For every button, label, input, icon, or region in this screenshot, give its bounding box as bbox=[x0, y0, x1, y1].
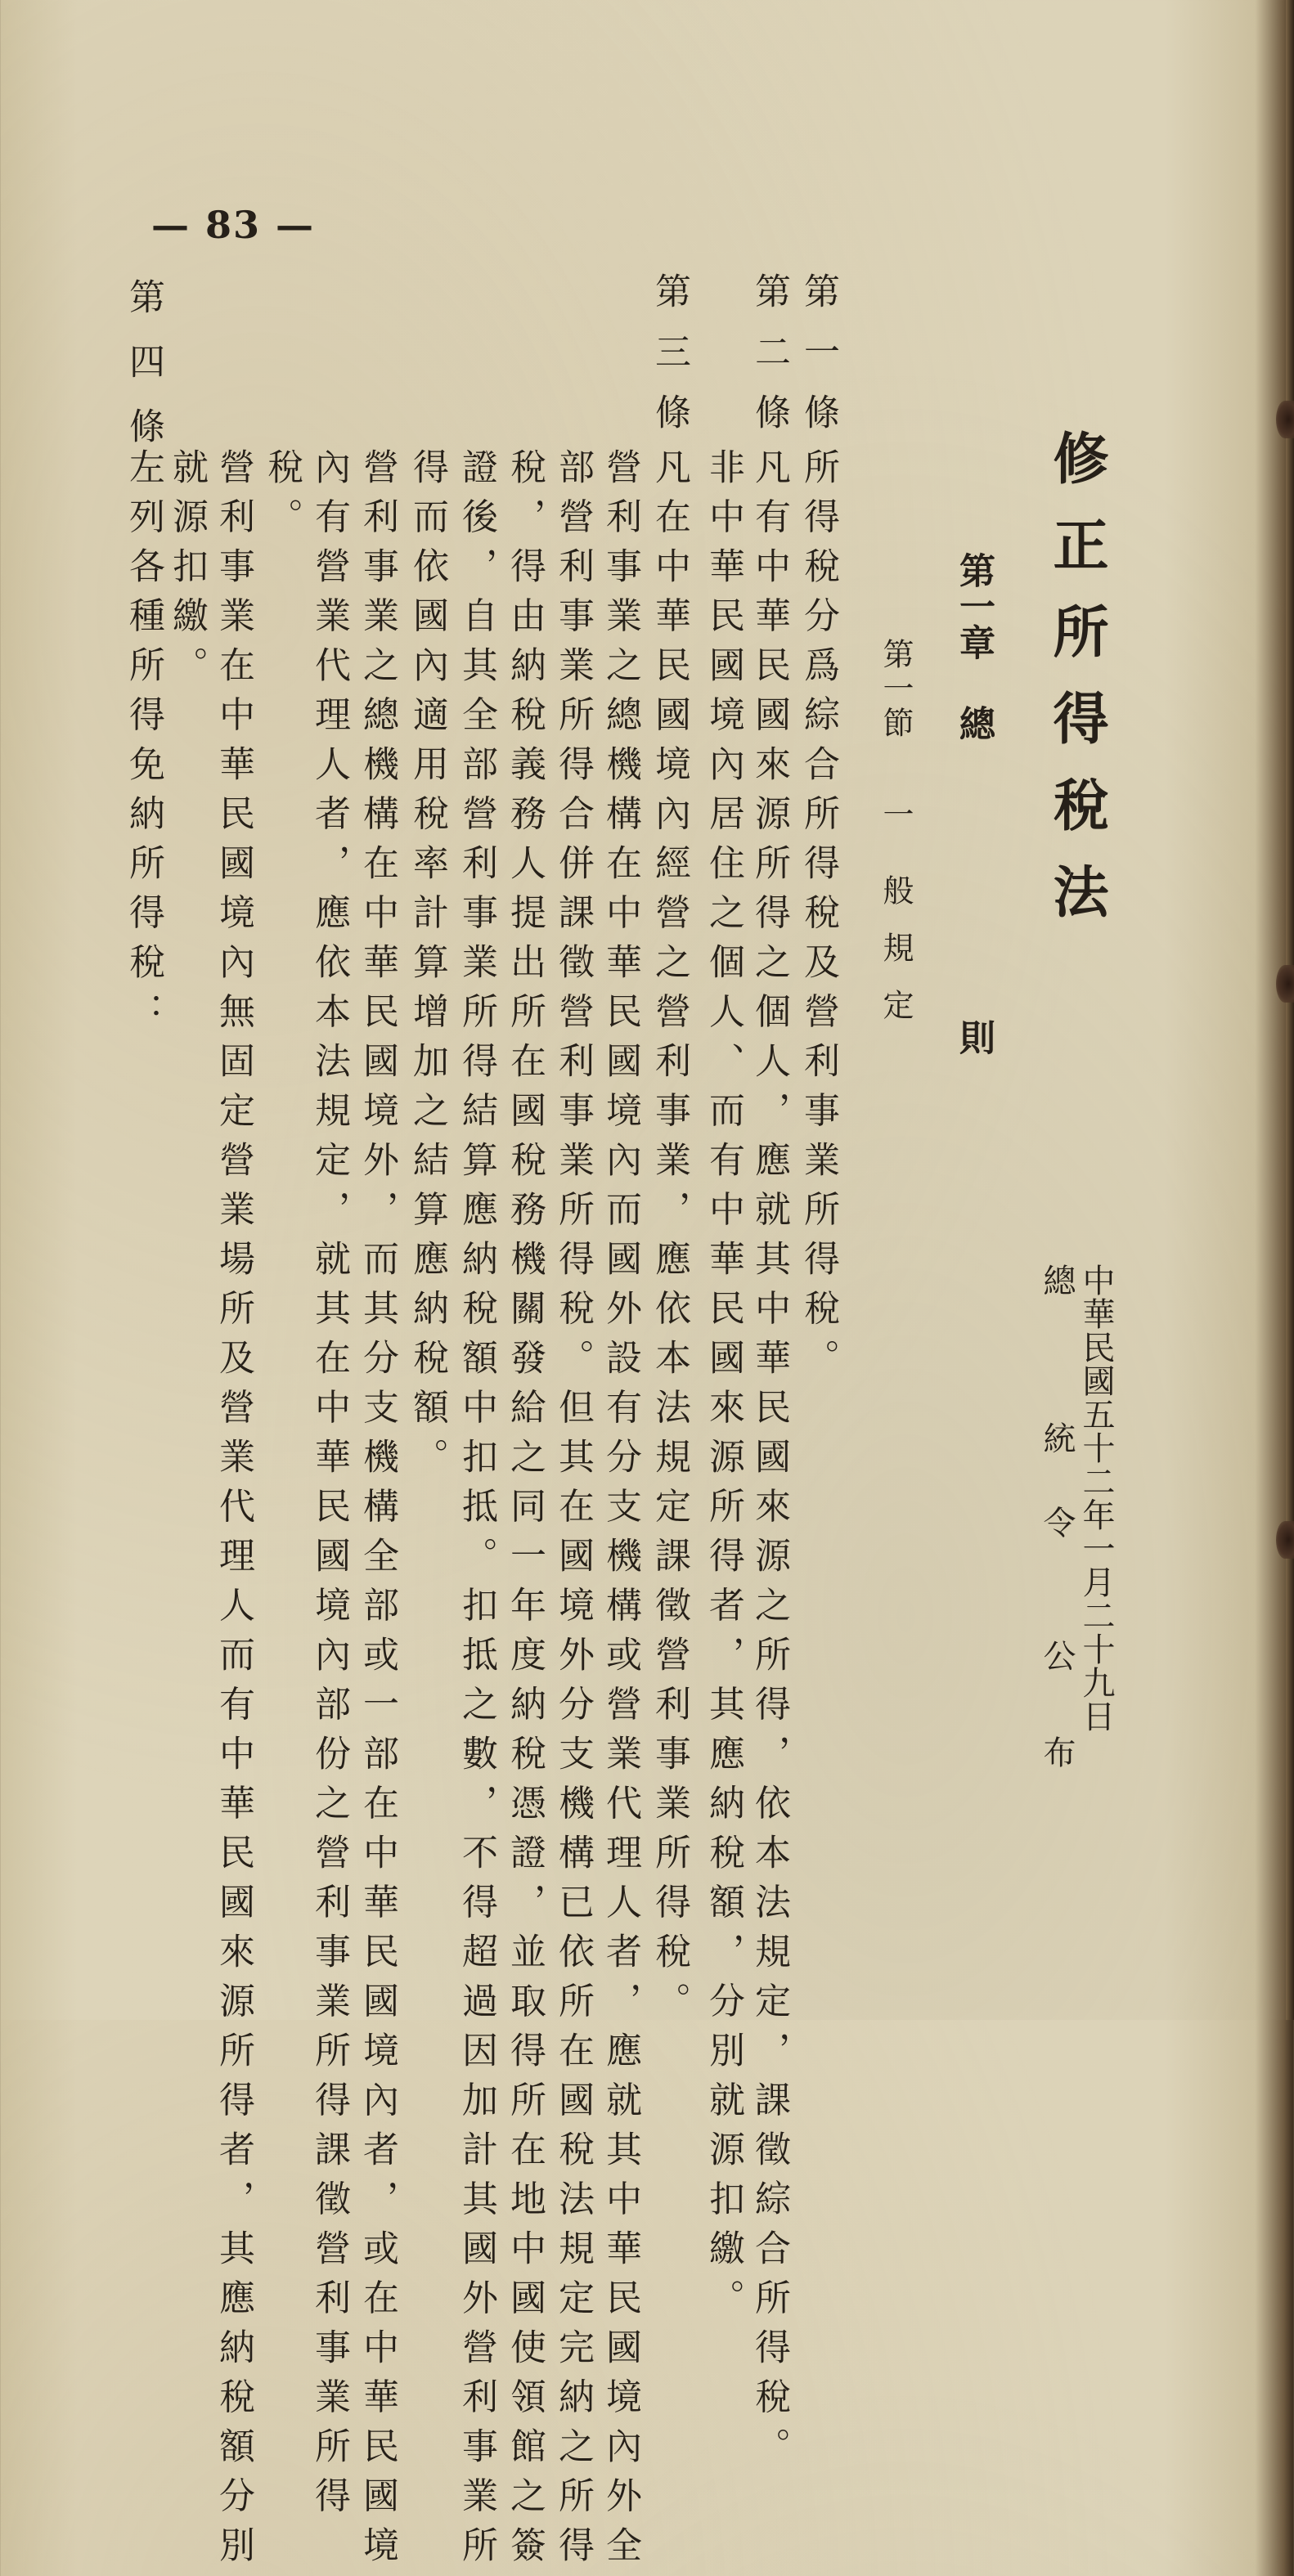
article-label: 第二條 bbox=[748, 272, 790, 429]
article-text-line: 內有營業代理人者，應依本法規定，就其在中華民國境內部份之營利事業所得課徵營利事業所得 bbox=[308, 448, 350, 2526]
chapter-number: 第一章 bbox=[953, 552, 995, 660]
binding-hole bbox=[1276, 965, 1294, 1003]
binding-hole bbox=[1276, 401, 1294, 438]
promulgation-authority: 總統令公布 bbox=[1038, 1263, 1076, 1770]
binding-hole bbox=[1276, 1521, 1294, 1559]
article-text-line: 所得稅分爲綜合所得稅及營利事業所得稅。 bbox=[798, 448, 839, 1389]
article-text-line: 凡有中華民國來源所得之個人，應就其中華民國來源之所得，依本法規定，課徵綜合所得稅。 bbox=[748, 448, 790, 2477]
article-text-line: 營利事業在中華民國境內無固定營業場所及營業代理人而有中華民國來源所得者，其應納稅額分別 bbox=[213, 448, 254, 2576]
article-text-line: 非中華民國境內居住之個人、而有中華民國來源所得者，其應納稅額，分別就源扣繳。 bbox=[703, 448, 744, 2328]
article-label: 第一條 bbox=[798, 272, 839, 429]
chapter-heading: 第一章總則 bbox=[953, 552, 995, 1055]
promulgation-date: 中華民國五十二年一月二十九日 bbox=[1077, 1263, 1115, 1733]
article-label: 第四條 bbox=[123, 278, 164, 443]
article-text-line: 得而依國內適用稅率計算增加之結算應納稅額。 bbox=[407, 448, 448, 1488]
article-text-line: 部營利事業所得合併課徵營利事業所得稅。但其在國境外分支機構已依所在國稅法規定完納之所得 bbox=[552, 448, 594, 2576]
article-text-line: 證後，自其全部營利事業所得結算應納稅額中扣抵。扣抵之數，不得超過因加計其國外營利事業所 bbox=[456, 448, 497, 2576]
article-text-line: 稅，得由納稅義務人提出所在國稅務機關發給之同一年度納稅憑證，並取得所在地中國使領館之簽 bbox=[504, 448, 546, 2576]
article-label: 第三條 bbox=[649, 272, 690, 429]
book-spine-edge bbox=[1286, 0, 1294, 2020]
section-heading: 第一節一般規定 bbox=[878, 638, 914, 1020]
article-text-line: 左列各種所得免納所得稅： bbox=[123, 448, 164, 1042]
article-text-line: 營利事業之總機構在中華民國境內而國外設有分支機構或營業代理人者，應就其中華民國境內外全 bbox=[600, 448, 641, 2576]
section-number: 第一節 bbox=[878, 638, 914, 741]
article-text-line: 就源扣繳。 bbox=[166, 448, 208, 696]
article-text-line: 營利事業之總機構在中華民國境外，而其分支機構全部或一部在中華民國境內者，或在中華民國境 bbox=[357, 448, 398, 2576]
article-text-line: 凡在中華民國境內經營之營利事業，應依本法規定課徵營利事業所得稅。 bbox=[649, 448, 690, 2031]
article-text-line: 稅。 bbox=[261, 448, 303, 547]
page-number: — 83 — bbox=[151, 203, 316, 247]
document-title: 修正所得稅法 bbox=[1044, 429, 1109, 949]
